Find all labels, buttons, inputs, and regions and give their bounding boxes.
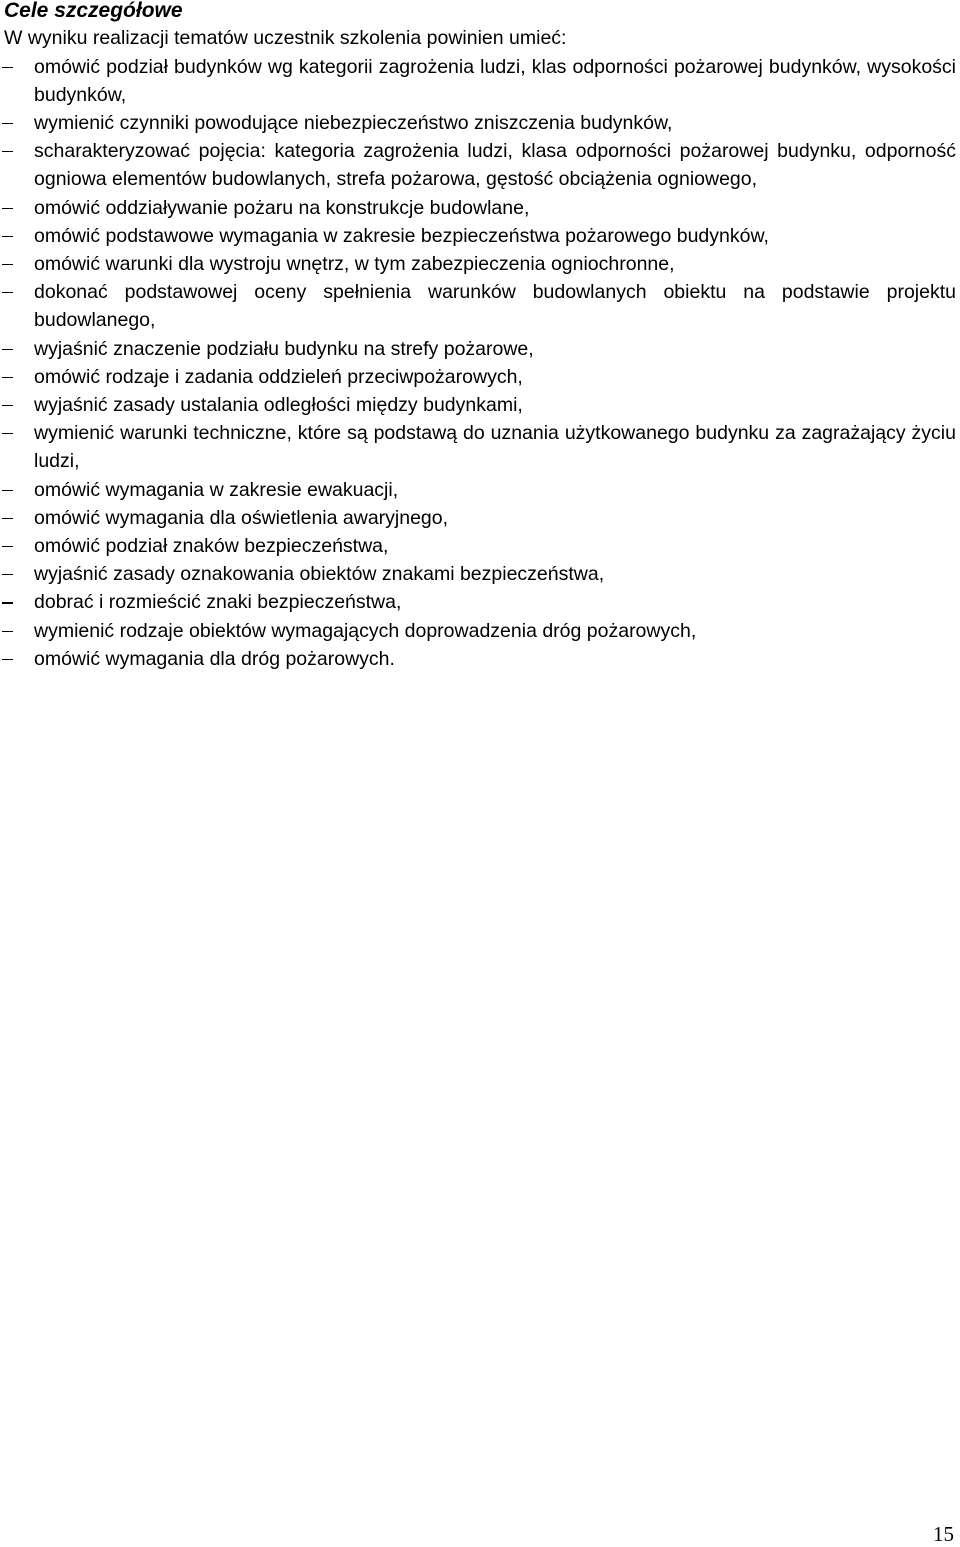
list-item: omówić rodzaje i zadania oddzieleń przeciwpożarowych, xyxy=(0,363,960,391)
list-item: wyjaśnić zasady ustalania odległości między budynkami, xyxy=(0,391,960,419)
list-item: scharakteryzować pojęcia: kategoria zagrożenia ludzi, klasa odporności pożarowej budynku, odporność ogniowa elementów budowlanych, strefa pożarowa, gęstość obciążenia ogniowego, xyxy=(0,137,960,193)
page-number: 15 xyxy=(933,1522,954,1546)
list-item: omówić wymagania w zakresie ewakuacji, xyxy=(0,476,960,504)
list-item: wymienić warunki techniczne, które są podstawą do uznania użytkowanego budynku za zagrażający życiu ludzi, xyxy=(0,419,960,475)
list-item: omówić oddziaływanie pożaru na konstrukcje budowlane, xyxy=(0,194,960,222)
list-item: wyjaśnić znaczenie podziału budynku na strefy pożarowe, xyxy=(0,335,960,363)
intro-text: W wyniku realizacji tematów uczestnik szkolenia powinien umieć: xyxy=(4,27,567,49)
objectives-list xyxy=(0,53,960,673)
list-item: omówić wymagania dla oświetlenia awaryjnego, xyxy=(0,504,960,532)
list-item: omówić podstawowe wymagania w zakresie bezpieczeństwa pożarowego budynków, xyxy=(0,222,960,250)
list-item: dobrać i rozmieścić znaki bezpieczeństwa, xyxy=(0,588,960,616)
list-item: dokonać podstawowej oceny spełnienia warunków budowlanych obiektu na podstawie projektu budowlanego, xyxy=(0,278,960,334)
list-item: wymienić rodzaje obiektów wymagających doprowadzenia dróg pożarowych, xyxy=(0,617,960,645)
list-item: omówić warunki dla wystroju wnętrz, w tym zabezpieczenia ogniochronne, xyxy=(0,250,960,278)
list-item: omówić podział znaków bezpieczeństwa, xyxy=(0,532,960,560)
list-item: wymienić czynniki powodujące niebezpieczeństwo zniszczenia budynków, xyxy=(0,109,960,137)
section-heading: Cele szczegółowe xyxy=(4,0,183,22)
list-item: omówić podział budynków wg kategorii zagrożenia ludzi, klas odporności pożarowej budynków, wysokości budynków, xyxy=(0,53,960,109)
list-item: omówić wymagania dla dróg pożarowych. xyxy=(0,645,960,673)
list-item: wyjaśnić zasady oznakowania obiektów znakami bezpieczeństwa, xyxy=(0,560,960,588)
